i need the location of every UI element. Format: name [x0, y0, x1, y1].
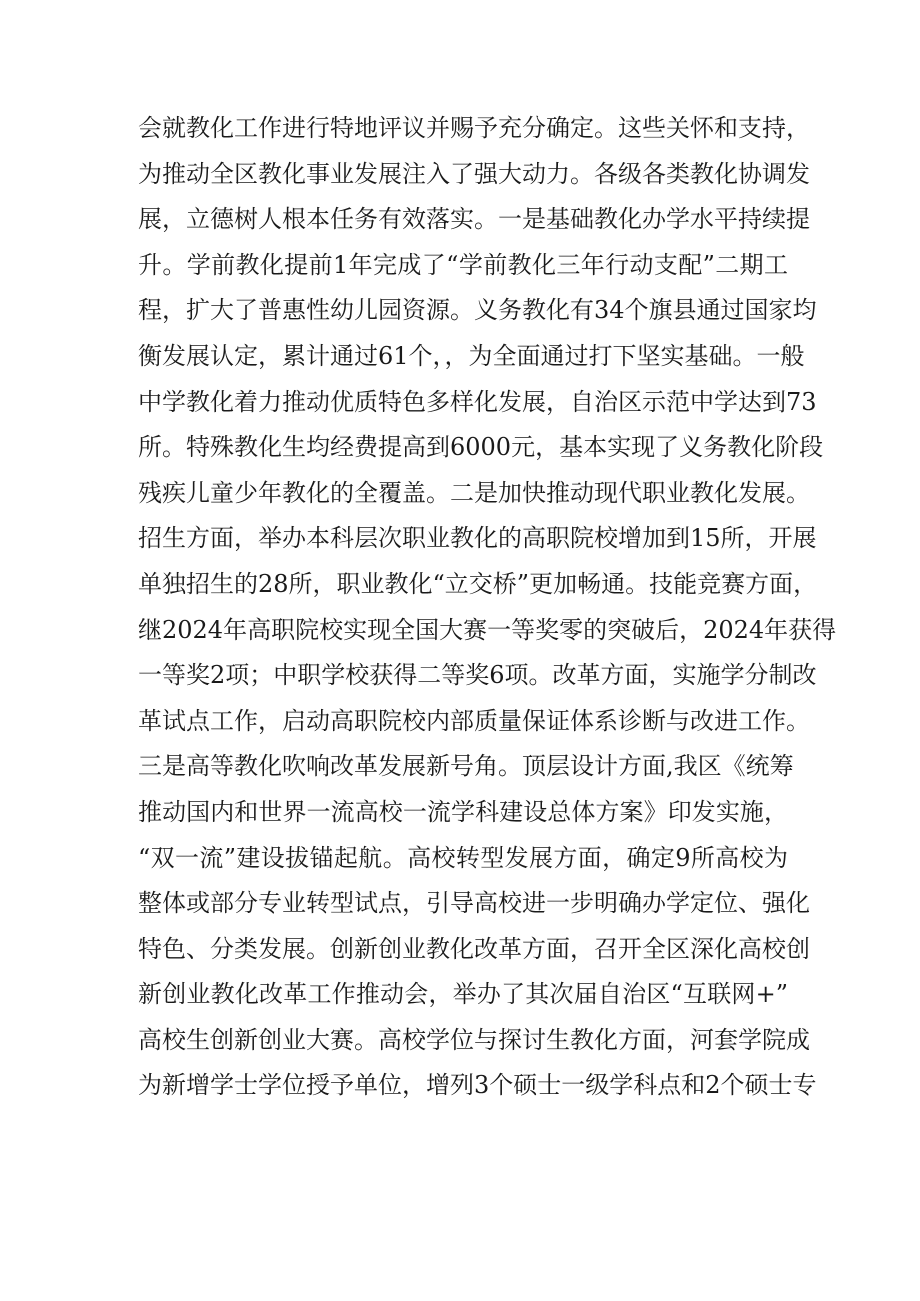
text-line: 所。特殊教化生均经费提高到6000元，基本实现了义务教化阶段 [138, 433, 824, 462]
text-line: 继2024年高职院校实现全国大赛一等奖零的突破后，2024年获得 [138, 615, 837, 644]
text-line: 程，扩大了普惠性幼儿园资源。义务教化有34个旗县通过国家均 [138, 296, 817, 325]
text-line: 升。学前教化提前1年完成了“学前教化三年行动支配”二期工 [138, 250, 788, 279]
text-line: 招生方面，举办本科层次职业教化的高职院校增加到15所，开展 [138, 524, 817, 553]
text-line: 革试点工作，启动高职院校内部质量保证体系诊断与改进工作。 [138, 706, 810, 735]
text-line: 新创业教化改革工作推动会，举办了其次届自治区“互联网+” [138, 980, 788, 1009]
text-line: 三是高等教化吹响改革发展新号角。顶层设计方面,我区《统筹 [138, 752, 794, 781]
text-line: 为新增学士学位授予单位，增列3个硕士一级学科点和2个硕士专 [138, 1071, 817, 1100]
text-line: “双一流”建设拔锚起航。高校转型发展方面，确定9所高校为 [138, 843, 788, 872]
text-line: 为推动全区教化事业发展注入了强大动力。各级各类教化协调发 [138, 159, 810, 188]
text-line: 中学教化着力推动优质特色多样化发展，自治区示范中学达到73 [138, 387, 817, 416]
text-line: 推动国内和世界一流高校一流学科建设总体方案》印发实施， [138, 797, 788, 826]
text-line: 整体或部分专业转型试点，引导高校进一步明确办学定位、强化 [138, 889, 810, 918]
text-line: 一等奖2项；中职学校获得二等奖6项。改革方面，实施学分制改 [138, 661, 817, 690]
text-line: 会就教化工作进行特地评议并赐予充分确定。这些关怀和支持， [138, 114, 810, 142]
text-line: 残疾儿童少年教化的全覆盖。二是加快推动现代职业教化发展。 [138, 478, 810, 507]
text-line: 展，立德树人根本任务有效落实。一是基础教化办学水平持续提 [138, 205, 810, 234]
text-line: 高校生创新创业大赛。高校学位与探讨生教化方面，河套学院成 [138, 1025, 810, 1054]
text-line: 单独招生的28所，职业教化“立交桥”更加畅通。技能竞赛方面， [138, 569, 818, 598]
body-paragraph [138, 106, 837, 1109]
text-line: 特色、分类发展。创新创业教化改革方面，召开全区深化高校创 [138, 934, 810, 963]
text-line: 衡发展认定，累计通过61个，，为全面通过打下坚实基础。一般 [138, 341, 805, 370]
